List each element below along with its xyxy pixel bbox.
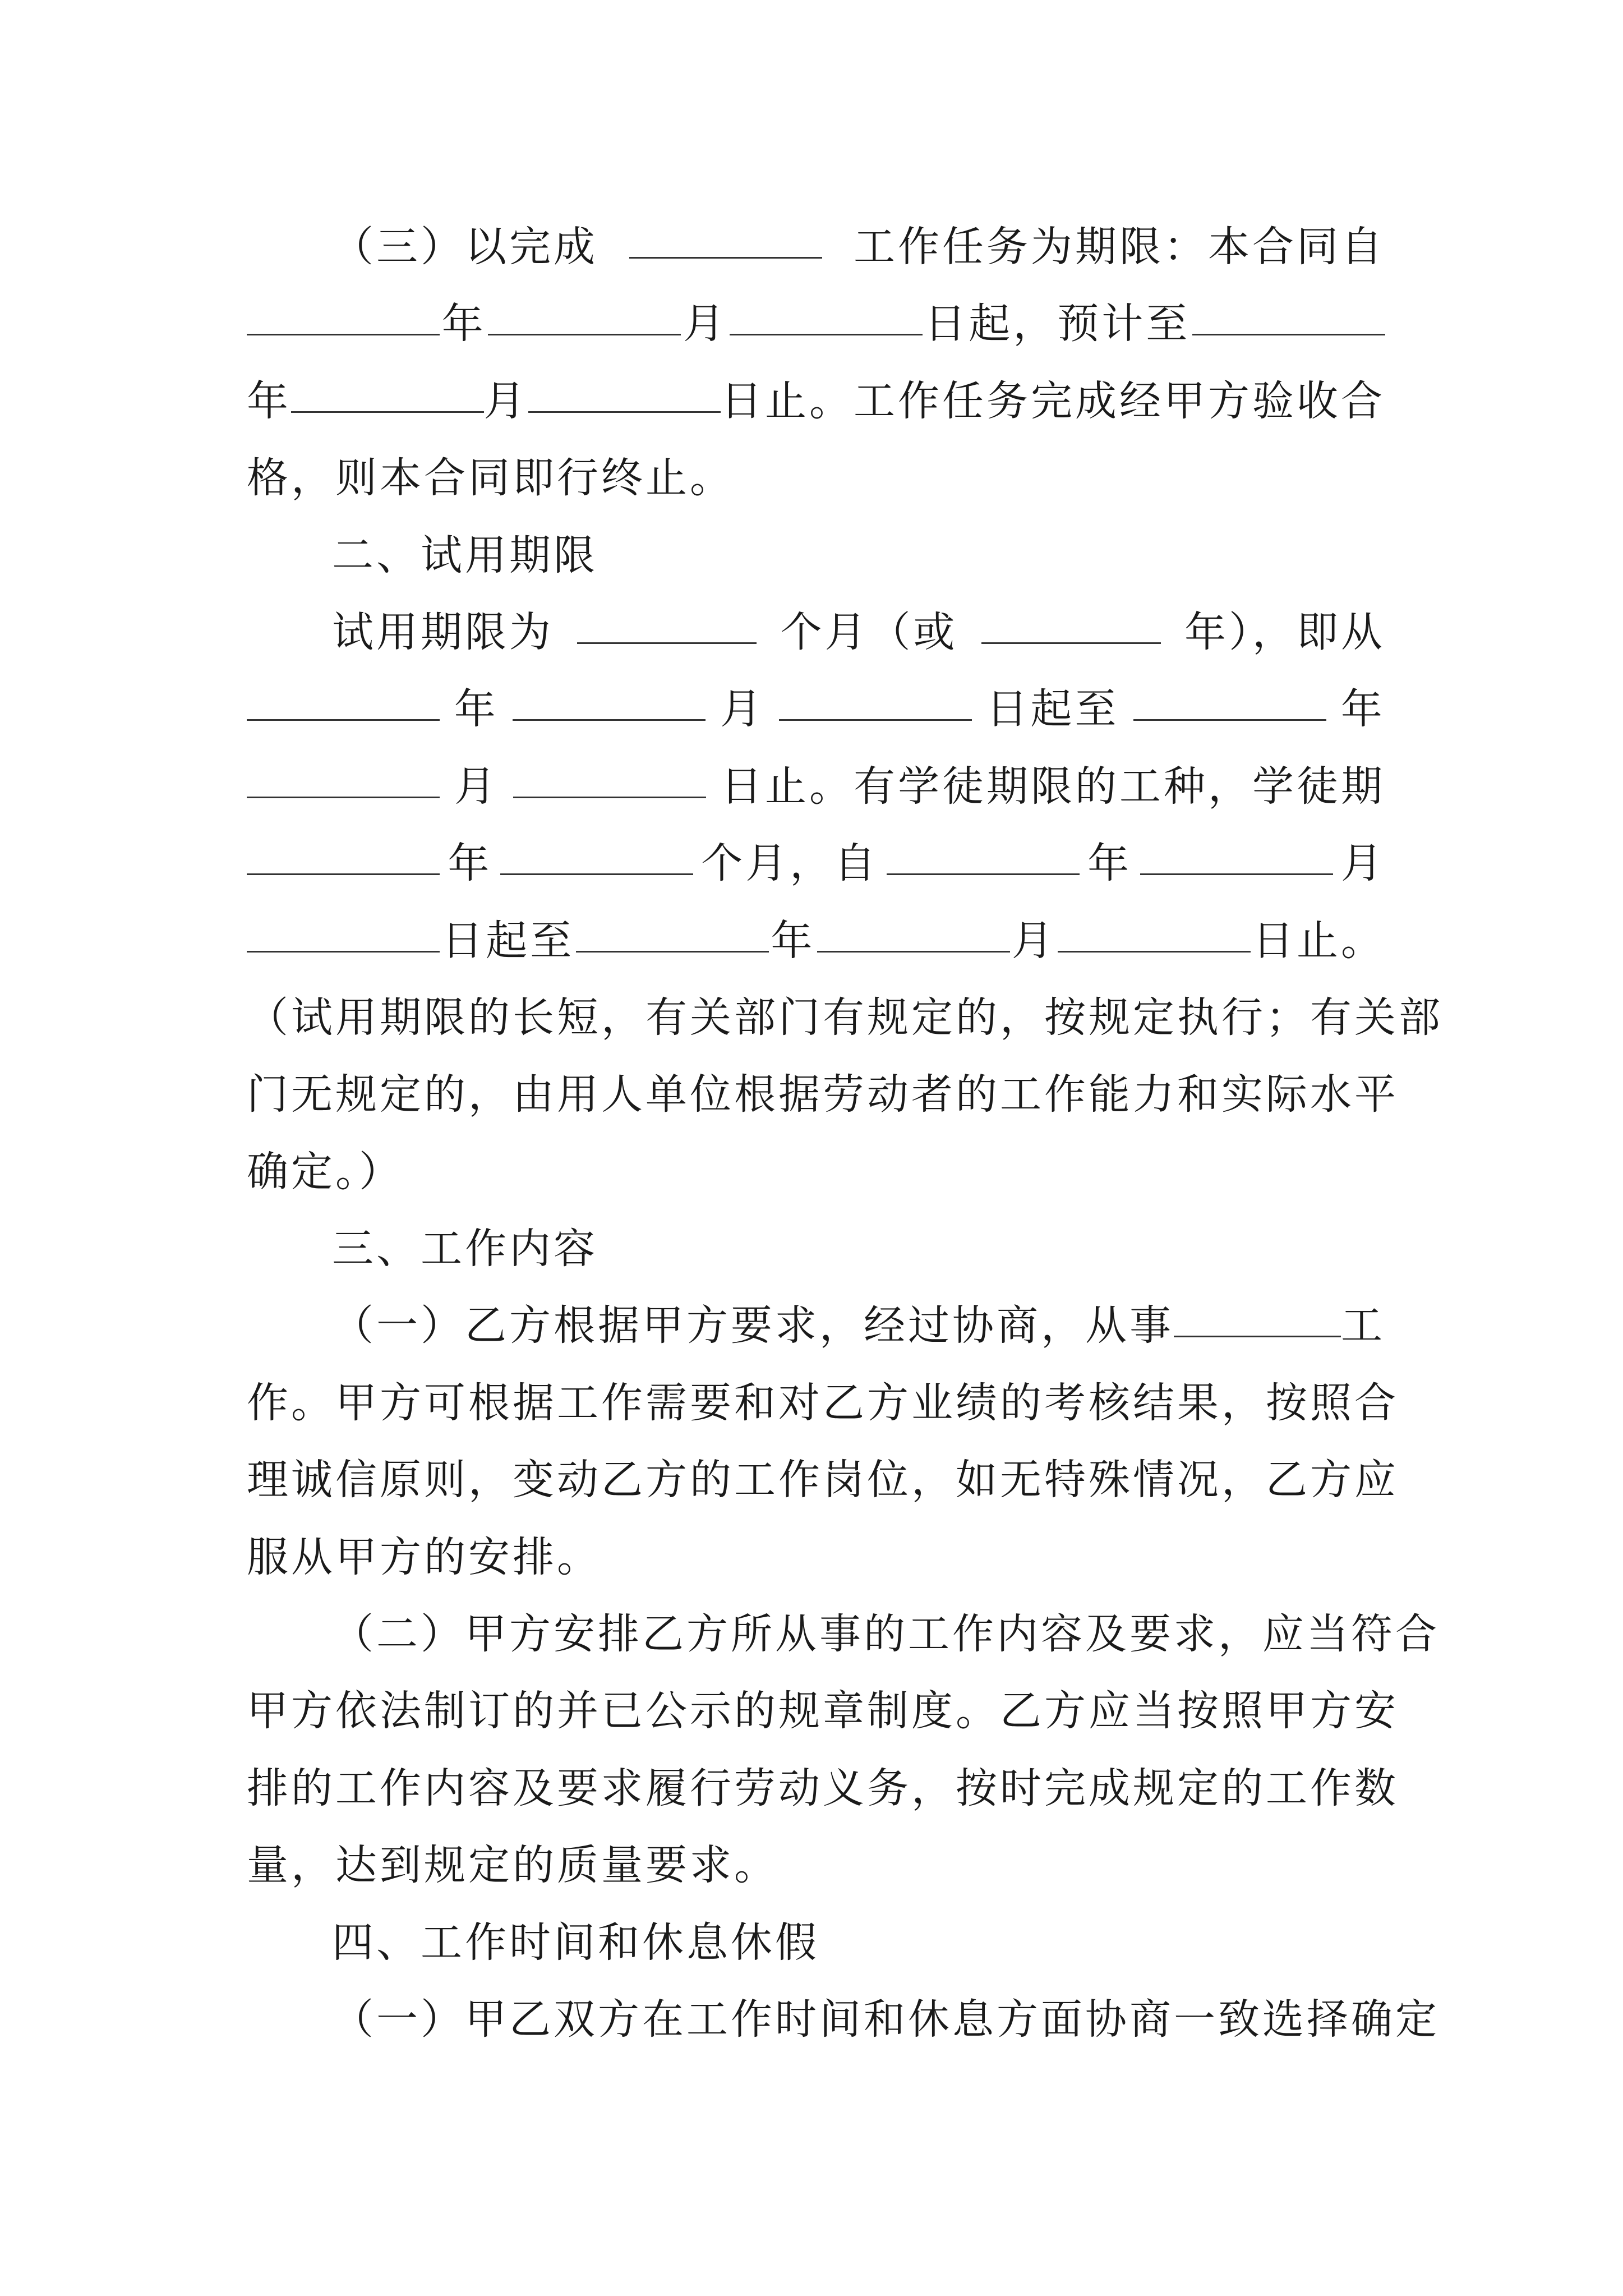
- paragraph-line: [247, 1750, 1399, 1827]
- paragraph-line: [247, 363, 1385, 440]
- paragraph-line: [247, 1981, 1440, 2058]
- fill-blank[interactable]: [730, 297, 923, 336]
- text-segment: 试用期限为: [332, 608, 554, 656]
- paragraph-line: [247, 286, 1385, 362]
- text-segment: 月: [1340, 839, 1385, 888]
- paragraph-line: [247, 671, 1385, 748]
- text-segment: 月: [483, 376, 528, 425]
- fill-blank[interactable]: [500, 836, 693, 876]
- text-segment: 月: [454, 762, 499, 811]
- text-segment: 工作任务为期限：本合同自: [854, 223, 1385, 271]
- fill-blank[interactable]: [887, 836, 1080, 876]
- document-body: [247, 209, 1443, 2058]
- fill-blank[interactable]: [528, 374, 721, 413]
- text-segment: 门无规定的，由用人单位根据劳动者的工作能力和实际水平: [247, 1070, 1399, 1119]
- paragraph-line: [247, 209, 1385, 286]
- fill-blank[interactable]: [247, 759, 440, 798]
- paragraph-line: [247, 903, 1385, 979]
- paragraph-line: [247, 1134, 1385, 1211]
- fill-blank[interactable]: [247, 297, 440, 336]
- paragraph-line: [247, 1827, 1385, 1904]
- text-segment: 日止。工作任务完成经甲方验收合: [721, 376, 1385, 425]
- text-segment: 格，则本合同即行终止。: [247, 454, 734, 503]
- fill-blank[interactable]: [779, 682, 972, 721]
- text-segment: 个月，自: [701, 839, 879, 888]
- paragraph-line: [247, 440, 1385, 517]
- paragraph-line: [247, 1519, 1385, 1596]
- text-segment: （二）甲方安排乙方所从事的工作内容及要求，应当符合: [332, 1610, 1440, 1659]
- section-heading: [247, 517, 1385, 594]
- fill-blank[interactable]: [513, 682, 706, 721]
- text-segment: 月: [683, 300, 727, 348]
- heading-text: 二、试用期限: [332, 531, 598, 579]
- heading-text: 四、工作时间和休息休假: [332, 1918, 819, 1967]
- text-segment: 年: [448, 839, 492, 888]
- text-segment: 日起至: [986, 685, 1119, 734]
- fill-blank[interactable]: [488, 297, 681, 336]
- paragraph-line: [247, 825, 1385, 902]
- text-segment: 服从甲方的安排。: [247, 1533, 601, 1581]
- paragraph-line: [247, 1596, 1440, 1673]
- text-segment: 年: [771, 916, 815, 965]
- text-segment: （一）甲乙双方在工作时间和休息方面协商一致选择确定: [332, 1995, 1440, 2044]
- text-segment: 排的工作内容及要求履行劳动义务，按时完成规定的工作数: [247, 1764, 1399, 1812]
- paragraph-line: [247, 1365, 1399, 1442]
- fill-blank[interactable]: [247, 682, 440, 721]
- text-segment: 月: [720, 685, 765, 734]
- text-segment: 年: [441, 300, 486, 348]
- fill-blank[interactable]: [817, 913, 1010, 953]
- text-segment: 年: [1087, 839, 1132, 888]
- fill-blank[interactable]: [1174, 1299, 1341, 1338]
- text-segment: 确定。）: [247, 1147, 403, 1196]
- text-segment: 日起，预计至: [924, 300, 1191, 348]
- text-segment: 甲方依法制订的并已公示的规章制度。乙方应当按照甲方安: [247, 1687, 1399, 1736]
- fill-blank[interactable]: [513, 759, 706, 798]
- text-segment: 个月（或: [780, 608, 958, 656]
- paragraph-line: [247, 748, 1385, 825]
- paragraph-line: [247, 1287, 1385, 1364]
- fill-blank[interactable]: [1192, 297, 1385, 336]
- section-heading: [247, 1904, 1385, 1981]
- fill-blank[interactable]: [981, 605, 1161, 644]
- text-segment: （三）以完成: [332, 223, 598, 271]
- fill-blank[interactable]: [629, 219, 822, 259]
- heading-text: 三、工作内容: [332, 1225, 598, 1273]
- text-segment: 理诚信原则，变动乙方的工作岗位，如无特殊情况，乙方应: [247, 1456, 1399, 1504]
- fill-blank[interactable]: [291, 374, 484, 413]
- text-segment: 作。甲方可根据工作需要和对乙方业绩的考核结果，按照合: [247, 1378, 1399, 1427]
- fill-blank[interactable]: [247, 836, 440, 876]
- text-segment: 月: [1011, 916, 1056, 965]
- paragraph-line: [247, 1673, 1399, 1750]
- fill-blank[interactable]: [576, 913, 769, 953]
- text-segment: 日止。: [1252, 916, 1385, 965]
- section-heading: [247, 1211, 1385, 1287]
- text-segment: 工: [1341, 1301, 1385, 1350]
- fill-blank[interactable]: [247, 913, 440, 953]
- text-segment: 日起至: [441, 916, 575, 965]
- text-segment: 年: [247, 376, 291, 425]
- paragraph-line: [247, 1056, 1399, 1133]
- fill-blank[interactable]: [1058, 913, 1251, 953]
- text-segment: 年），即从: [1184, 608, 1385, 656]
- fill-blank[interactable]: [1140, 836, 1333, 876]
- paragraph-line: [247, 979, 1443, 1056]
- text-segment: （一）乙方根据甲方要求，经过协商，从事: [332, 1301, 1174, 1350]
- paragraph-line: [247, 1442, 1399, 1519]
- text-segment: 日止。有学徒期限的工种，学徒期: [721, 762, 1385, 811]
- text-segment: 年: [454, 685, 499, 734]
- fill-blank[interactable]: [1133, 682, 1326, 721]
- text-segment: 年: [1340, 685, 1385, 734]
- text-segment: 量，达到规定的质量要求。: [247, 1841, 778, 1890]
- text-segment: （试用期限的长短，有关部门有规定的，按规定执行；有关部: [247, 993, 1443, 1042]
- paragraph-line: [247, 594, 1385, 671]
- fill-blank[interactable]: [577, 605, 757, 644]
